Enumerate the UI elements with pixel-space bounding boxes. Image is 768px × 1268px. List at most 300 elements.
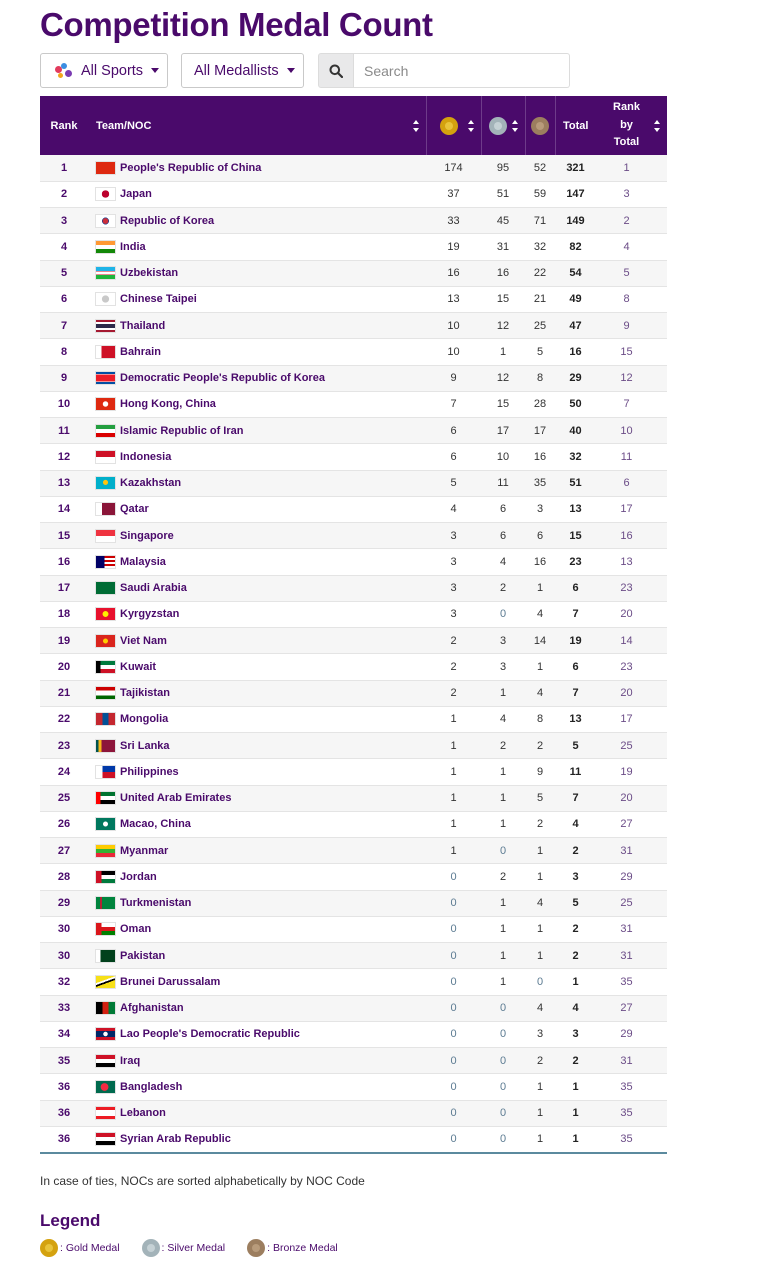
- legend-item-gold: [40, 1239, 120, 1257]
- rank-by-total-cell: 25: [620, 897, 633, 910]
- team-name[interactable]: Philippines: [120, 765, 179, 778]
- silver-count-cell: 0: [499, 1054, 507, 1067]
- team-name[interactable]: Lebanon: [120, 1107, 166, 1120]
- bronze-count-cell: 52: [533, 161, 547, 174]
- flag-icon: [95, 476, 116, 490]
- flag-icon: [95, 214, 116, 228]
- rank-by-total-cell: 17: [620, 503, 633, 516]
- silver-count-cell: 51: [496, 188, 510, 201]
- team-name[interactable]: Thailand: [120, 319, 166, 332]
- team-name[interactable]: Mongolia: [120, 713, 169, 726]
- bronze-count-cell: 8: [536, 372, 544, 385]
- team-cell[interactable]: [88, 1126, 426, 1152]
- table-row[interactable]: [40, 1021, 667, 1047]
- team-name[interactable]: Tajikistan: [120, 687, 170, 700]
- chevron-down-icon: [287, 68, 295, 73]
- table-row[interactable]: [40, 286, 667, 312]
- bronze-count-cell: 1: [536, 1080, 544, 1093]
- filter-toolbar: [40, 53, 570, 88]
- gold-count-cell: 37: [447, 188, 460, 201]
- team-name[interactable]: Malaysia: [120, 555, 166, 568]
- medallists-dropdown-label: All Medallists: [194, 62, 279, 79]
- table-row[interactable]: [40, 1074, 667, 1100]
- table-row[interactable]: [40, 785, 667, 811]
- flag-icon: [95, 844, 116, 858]
- total-cell: 32: [569, 450, 582, 463]
- team-name[interactable]: Singapore: [120, 529, 174, 542]
- flag-icon: [95, 607, 116, 621]
- gold-count-cell: 10: [447, 319, 460, 332]
- team-name[interactable]: Viet Nam: [120, 634, 167, 647]
- flag-icon: [95, 424, 116, 438]
- bronze-count-cell: 32: [533, 240, 547, 253]
- table-row[interactable]: [40, 155, 667, 181]
- team-name[interactable]: Kazakhstan: [120, 477, 182, 490]
- sort-icon[interactable]: [413, 120, 420, 132]
- rank-by-total-cell: 11: [620, 450, 633, 463]
- bronze-count-cell: 4: [536, 1002, 544, 1015]
- total-cell: 149: [566, 214, 585, 227]
- gold-count-cell: 6: [450, 424, 457, 437]
- gold-count-cell: 1: [450, 844, 457, 857]
- team-cell[interactable]: [88, 733, 426, 759]
- team-name[interactable]: United Arab Emirates: [120, 792, 232, 805]
- rank-by-total-cell: 31: [620, 923, 633, 936]
- team-cell[interactable]: [88, 1021, 426, 1047]
- flag-icon: [95, 345, 116, 359]
- bronze-count-cell: 2: [536, 1054, 544, 1067]
- team-name[interactable]: Oman: [120, 923, 152, 936]
- team-name[interactable]: Syrian Arab Republic: [120, 1133, 231, 1146]
- table-row[interactable]: [40, 418, 667, 444]
- team-cell[interactable]: [88, 680, 426, 706]
- rank-by-total-header[interactable]: [596, 96, 667, 155]
- rank-cell: 10: [57, 398, 71, 411]
- rank-cell: 28: [57, 870, 71, 883]
- rank-cell: 13: [57, 477, 71, 490]
- rank-cell: 36: [57, 1133, 71, 1146]
- flag-icon: [95, 1054, 116, 1068]
- team-cell[interactable]: [88, 391, 426, 417]
- team-name[interactable]: Pakistan: [120, 949, 166, 962]
- team-cell[interactable]: [88, 1048, 426, 1074]
- sports-dropdown[interactable]: [40, 53, 168, 88]
- team-name[interactable]: Sri Lanka: [120, 739, 170, 752]
- table-row[interactable]: [40, 339, 667, 365]
- gold-count-cell: 0: [450, 870, 457, 883]
- silver-count-cell: 1: [499, 897, 507, 910]
- table-row[interactable]: [40, 759, 667, 785]
- rank-cell: 11: [58, 424, 70, 437]
- flag-icon: [95, 581, 116, 595]
- team-name[interactable]: Chinese Taipei: [120, 293, 197, 306]
- gold-count-cell: 33: [447, 214, 460, 227]
- flag-icon: [95, 319, 116, 333]
- team-header[interactable]: [88, 96, 426, 155]
- team-name[interactable]: Saudi Arabia: [120, 582, 187, 595]
- rank-by-total-cell: 10: [620, 424, 633, 437]
- team-name[interactable]: People's Republic of China: [120, 161, 262, 174]
- silver-count-cell: 17: [496, 424, 510, 437]
- silver-count-cell: 31: [496, 240, 510, 253]
- team-name[interactable]: Lao People's Democratic Republic: [120, 1028, 300, 1041]
- rank-cell: 15: [57, 529, 71, 542]
- rank-by-total-cell: 1: [623, 161, 630, 174]
- table-row[interactable]: [40, 838, 667, 864]
- gold-count-cell: 7: [450, 398, 457, 411]
- total-cell: 49: [569, 293, 582, 306]
- total-cell: 1: [572, 1133, 579, 1146]
- sort-icon[interactable]: [468, 120, 475, 132]
- legend-title: Legend: [40, 1211, 101, 1230]
- medallists-dropdown[interactable]: [181, 53, 304, 88]
- rank-cell: 29: [57, 897, 71, 910]
- bronze-count-cell: 16: [533, 450, 547, 463]
- bronze-medal-icon: [531, 117, 549, 135]
- gold-count-cell: 1: [450, 818, 457, 831]
- table-header-row: [40, 96, 667, 155]
- rank-by-total-cell: 7: [623, 398, 630, 411]
- flag-icon: [95, 397, 116, 411]
- gold-count-cell: 10: [447, 345, 460, 358]
- team-cell[interactable]: [88, 181, 426, 207]
- gold-count-cell: 1: [450, 792, 457, 805]
- flag-icon: [95, 686, 116, 700]
- rank-by-total-cell: 35: [620, 975, 633, 988]
- team-cell[interactable]: [88, 654, 426, 680]
- team-header-label: Team/NOC: [96, 119, 152, 132]
- table-row[interactable]: [40, 1126, 667, 1152]
- table-row[interactable]: [40, 391, 667, 417]
- team-name[interactable]: Hong Kong, China: [120, 398, 216, 411]
- rank-by-total-cell: 31: [620, 844, 633, 857]
- gold-header[interactable]: [426, 96, 481, 155]
- sort-icon[interactable]: [654, 120, 661, 132]
- bronze-count-cell: 1: [536, 844, 544, 857]
- team-cell[interactable]: [88, 759, 426, 785]
- rank-cell: 20: [57, 660, 71, 673]
- total-cell: 2: [572, 844, 579, 857]
- team-name[interactable]: Macao, China: [120, 818, 191, 831]
- table-row[interactable]: [40, 733, 667, 759]
- rank-cell: 1: [60, 161, 68, 174]
- team-cell[interactable]: [88, 523, 426, 549]
- silver-count-cell: 0: [499, 1080, 507, 1093]
- rank-by-total-cell: 20: [620, 792, 633, 805]
- search-button[interactable]: [318, 53, 354, 88]
- flag-icon: [95, 371, 116, 385]
- total-cell: 82: [569, 240, 582, 253]
- silver-count-cell: 12: [496, 372, 510, 385]
- table-row[interactable]: [40, 916, 667, 942]
- search-icon: [329, 64, 343, 78]
- team-cell[interactable]: [88, 916, 426, 942]
- team-cell[interactable]: [88, 628, 426, 654]
- rank-cell: 25: [57, 792, 71, 805]
- legend-gold-label: : Gold Medal: [60, 1242, 120, 1254]
- gold-count-cell: 4: [450, 503, 457, 516]
- gold-count-cell: 13: [447, 293, 460, 306]
- rank-cell: 16: [57, 555, 71, 568]
- team-name[interactable]: Democratic People's Republic of Korea: [120, 372, 325, 385]
- bronze-count-cell: 59: [533, 188, 547, 201]
- team-name[interactable]: Jordan: [120, 870, 157, 883]
- gold-count-cell: 1: [450, 765, 457, 778]
- rank-cell: 30: [57, 923, 71, 936]
- bronze-count-cell: 1: [536, 870, 544, 883]
- total-cell: 5: [572, 739, 579, 752]
- rank-by-total-cell: 15: [620, 345, 633, 358]
- gold-medal-icon: [440, 117, 458, 135]
- gold-count-cell: 2: [450, 660, 457, 673]
- team-cell[interactable]: [88, 444, 426, 470]
- team-cell[interactable]: [88, 549, 426, 575]
- table-row[interactable]: [40, 365, 667, 391]
- team-name[interactable]: Afghanistan: [120, 1002, 184, 1015]
- team-name[interactable]: Kuwait: [120, 660, 157, 673]
- table-row[interactable]: [40, 680, 667, 706]
- silver-count-cell: 95: [496, 161, 510, 174]
- table-row[interactable]: [40, 549, 667, 575]
- team-cell[interactable]: [88, 365, 426, 391]
- flag-icon: [95, 240, 116, 254]
- rank-by-total-cell: 19: [620, 765, 633, 778]
- team-cell[interactable]: [88, 470, 426, 496]
- rank-by-total-cell: 31: [620, 1054, 633, 1067]
- silver-medal-icon: [142, 1239, 160, 1257]
- gold-count-cell: 3: [450, 555, 457, 568]
- rank-cell: 32: [57, 975, 71, 988]
- silver-header[interactable]: [481, 96, 525, 155]
- gold-count-cell: 0: [450, 1107, 457, 1120]
- team-name[interactable]: Japan: [120, 188, 152, 201]
- total-cell: 7: [572, 792, 579, 805]
- team-name[interactable]: Myanmar: [120, 844, 169, 857]
- team-cell[interactable]: [88, 260, 426, 286]
- team-name[interactable]: Uzbekistan: [120, 267, 179, 280]
- flag-icon: [95, 292, 116, 306]
- team-cell[interactable]: [88, 286, 426, 312]
- table-row[interactable]: [40, 260, 667, 286]
- bronze-count-cell: 8: [536, 713, 544, 726]
- rank-cell: 22: [57, 713, 71, 726]
- gold-count-cell: 2: [450, 634, 457, 647]
- total-cell: 1: [572, 1107, 579, 1120]
- table-body: [40, 155, 667, 1153]
- flag-icon: [95, 187, 116, 201]
- total-cell: 47: [569, 319, 582, 332]
- total-cell: 19: [569, 634, 582, 647]
- gold-count-cell: 2: [450, 687, 457, 700]
- team-name[interactable]: Bahrain: [120, 345, 161, 358]
- bronze-count-cell: 21: [533, 293, 547, 306]
- team-name[interactable]: Republic of Korea: [120, 214, 215, 227]
- rank-cell: 33: [57, 1002, 71, 1015]
- table-row[interactable]: [40, 523, 667, 549]
- flag-icon: [95, 502, 116, 516]
- bronze-count-cell: 3: [536, 1028, 544, 1041]
- table-row[interactable]: [40, 995, 667, 1021]
- flag-icon: [95, 739, 116, 753]
- silver-count-cell: 1: [499, 687, 507, 700]
- team-name[interactable]: Indonesia: [120, 450, 172, 463]
- team-cell[interactable]: [88, 838, 426, 864]
- rank-by-total-cell: 23: [620, 582, 633, 595]
- gold-count-cell: 6: [450, 450, 457, 463]
- team-cell[interactable]: [88, 1074, 426, 1100]
- rank-cell: 4: [60, 240, 68, 253]
- team-cell[interactable]: [88, 1100, 426, 1126]
- table-row[interactable]: [40, 470, 667, 496]
- bronze-count-cell: 0: [536, 975, 544, 988]
- table-row[interactable]: [40, 444, 667, 470]
- table-row[interactable]: [40, 654, 667, 680]
- search-input[interactable]: [354, 53, 570, 88]
- gold-count-cell: 5: [450, 477, 457, 490]
- team-name[interactable]: Qatar: [120, 503, 149, 516]
- team-name[interactable]: Kyrgyzstan: [120, 608, 180, 621]
- team-cell[interactable]: [88, 601, 426, 627]
- bronze-count-cell: 14: [533, 634, 547, 647]
- bronze-count-cell: 1: [536, 949, 544, 962]
- table-row[interactable]: [40, 969, 667, 995]
- silver-count-cell: 12: [496, 319, 510, 332]
- silver-count-cell: 0: [499, 1107, 507, 1120]
- total-cell: 6: [572, 582, 579, 595]
- flag-icon: [95, 791, 116, 805]
- rank-by-total-cell: 27: [620, 1002, 633, 1015]
- flag-icon: [95, 870, 116, 884]
- team-cell[interactable]: [88, 785, 426, 811]
- flag-icon: [95, 922, 116, 936]
- table-row[interactable]: [40, 706, 667, 732]
- flag-icon: [95, 634, 116, 648]
- table-row[interactable]: [40, 601, 667, 627]
- team-cell[interactable]: [88, 339, 426, 365]
- silver-count-cell: 15: [496, 398, 510, 411]
- team-cell[interactable]: [88, 496, 426, 522]
- table-row[interactable]: [40, 1100, 667, 1126]
- total-cell: 50: [569, 398, 582, 411]
- silver-count-cell: 2: [499, 582, 507, 595]
- bronze-count-cell: 35: [533, 477, 547, 490]
- rank-cell: 17: [57, 582, 71, 595]
- gold-count-cell: 1: [450, 713, 457, 726]
- team-cell[interactable]: [88, 943, 426, 969]
- team-cell[interactable]: [88, 418, 426, 444]
- team-cell[interactable]: [88, 890, 426, 916]
- silver-count-cell: 15: [496, 293, 510, 306]
- games-logo-icon: [53, 62, 75, 80]
- gold-count-cell: 174: [444, 161, 463, 174]
- legend-bronze-label: : Bronze Medal: [267, 1242, 338, 1254]
- total-cell: 54: [569, 267, 582, 280]
- table-row[interactable]: [40, 496, 667, 522]
- table-row[interactable]: [40, 943, 667, 969]
- team-name[interactable]: India: [120, 240, 146, 253]
- search-box: [318, 53, 570, 88]
- team-name[interactable]: Islamic Republic of Iran: [120, 424, 244, 437]
- flag-icon: [95, 896, 116, 910]
- team-cell[interactable]: [88, 811, 426, 837]
- flag-icon: [95, 1106, 116, 1120]
- flag-icon: [95, 1080, 116, 1094]
- table-row[interactable]: [40, 1048, 667, 1074]
- bronze-count-cell: 1: [536, 923, 544, 936]
- rank-cell: 21: [57, 687, 71, 700]
- silver-count-cell: 0: [499, 844, 507, 857]
- bronze-count-cell: 2: [536, 818, 544, 831]
- silver-count-cell: 0: [499, 1133, 507, 1146]
- bronze-count-cell: 1: [536, 1107, 544, 1120]
- team-cell[interactable]: [88, 995, 426, 1021]
- table-row[interactable]: [40, 181, 667, 207]
- rank-cell: 27: [57, 844, 71, 857]
- bronze-header[interactable]: [525, 96, 555, 155]
- flag-icon: [95, 555, 116, 569]
- total-cell: 6: [572, 660, 579, 673]
- rank-by-total-cell: 2: [623, 214, 630, 227]
- silver-count-cell: 3: [499, 660, 507, 673]
- gold-count-cell: 16: [447, 267, 460, 280]
- team-cell[interactable]: [88, 575, 426, 601]
- total-cell: 4: [572, 818, 579, 831]
- silver-count-cell: 0: [499, 608, 507, 621]
- legend-silver-label: : Silver Medal: [161, 1242, 226, 1254]
- rank-by-total-cell: 3: [623, 188, 630, 201]
- team-cell[interactable]: [88, 864, 426, 890]
- table-row[interactable]: [40, 234, 667, 260]
- table-row[interactable]: [40, 890, 667, 916]
- team-name[interactable]: Iraq: [120, 1054, 141, 1067]
- table-row[interactable]: [40, 575, 667, 601]
- total-cell: 11: [569, 765, 582, 778]
- team-name[interactable]: Brunei Darussalam: [120, 975, 221, 988]
- gold-medal-icon: [40, 1239, 58, 1257]
- gold-count-cell: 0: [450, 975, 457, 988]
- team-cell[interactable]: [88, 155, 426, 181]
- rank-by-total-cell: 14: [620, 634, 633, 647]
- silver-count-cell: 11: [497, 477, 509, 490]
- team-cell[interactable]: [88, 969, 426, 995]
- sports-dropdown-label: All Sports: [81, 62, 144, 79]
- sort-icon[interactable]: [512, 120, 519, 132]
- total-header[interactable]: Total: [555, 96, 596, 155]
- total-cell: 1: [572, 1080, 579, 1093]
- rank-cell: 36: [57, 1107, 71, 1120]
- table-row[interactable]: [40, 811, 667, 837]
- gold-count-cell: 0: [450, 1054, 457, 1067]
- team-cell[interactable]: [88, 208, 426, 234]
- total-cell: 4: [572, 1002, 579, 1015]
- bronze-count-cell: 4: [536, 687, 544, 700]
- table-row[interactable]: [40, 313, 667, 339]
- table-row[interactable]: [40, 628, 667, 654]
- table-row[interactable]: [40, 864, 667, 890]
- team-cell[interactable]: [88, 706, 426, 732]
- rank-by-total-cell: 8: [623, 293, 630, 306]
- rank-by-total-cell: 20: [620, 608, 633, 621]
- silver-count-cell: 1: [499, 923, 507, 936]
- team-name[interactable]: Turkmenistan: [120, 897, 192, 910]
- team-name[interactable]: Bangladesh: [120, 1080, 183, 1093]
- rank-by-total-cell: 20: [620, 687, 633, 700]
- rank-by-total-label: Rank by Total: [613, 101, 640, 149]
- flag-icon: [95, 949, 116, 963]
- team-cell[interactable]: [88, 313, 426, 339]
- team-cell[interactable]: [88, 234, 426, 260]
- table-row[interactable]: [40, 208, 667, 234]
